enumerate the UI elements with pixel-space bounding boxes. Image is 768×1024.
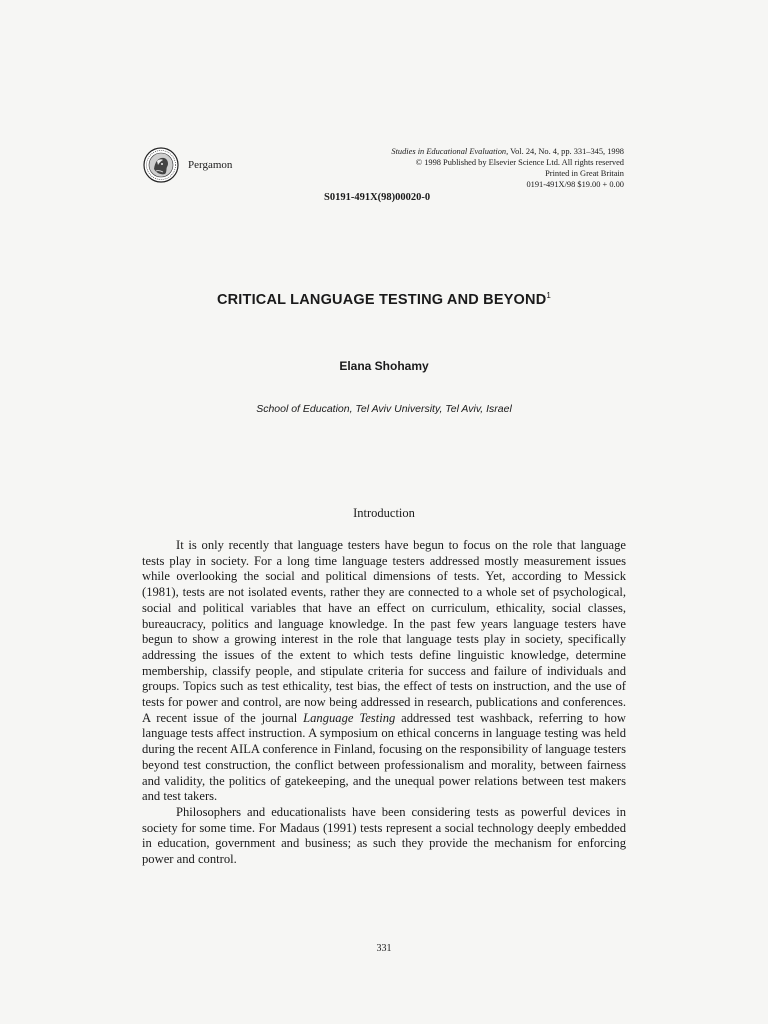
title-footnote-marker: 1 xyxy=(546,291,552,300)
author-affiliation: School of Education, Tel Aviv University, Tel Aviv, Israel xyxy=(256,403,512,415)
paragraph-1-text-a: It is only recently that language testers have begun to focus on the role that language tests play in society. For a long time language testers addressed mostly measurement issues while overlooking the social and political dimensions of tests. Yet, according to Messick (1981), tests are not isolated events, rather they are connected to a whole set of psychological, social and political variables that have an effect on curriculum, ethicality, social classes, bureaucracy, politics and language knowledge. In the past few years language testers have begun to show a growing interest in the role that language tests play in society, specifically addressing the issues of the extent to which tests define linguistic knowledge, determine membership, classify people, and stipulate criteria for success and failure of individuals and groups. Topics such as test ethicality, test bias, the effect of tests on instruction, and the use of tests for power and control, are now being addressed in research, publications and conferences. A recent issue of the journal xyxy=(142,538,626,725)
journal-citation-line xyxy=(391,146,624,157)
journal-reference: Language Testing xyxy=(303,710,396,725)
price-line: 0191-491X/98 $19.00 + 0.00 xyxy=(526,180,624,189)
printed-line: Printed in Great Britain xyxy=(545,169,624,178)
publisher-name: Pergamon xyxy=(188,159,233,171)
journal-info xyxy=(391,146,624,190)
section-heading: Introduction xyxy=(353,506,415,520)
page-number: 331 xyxy=(376,943,392,954)
article-title-text: CRITICAL LANGUAGE TESTING AND BEYOND xyxy=(216,291,547,308)
copyright-line: © 1998 Published by Elsevier Science Ltd. All rights reserved xyxy=(415,158,624,167)
article-title xyxy=(0,291,768,308)
paragraph-1-text-b: addressed test washback, referring to how language tests affect instruction. A symposium on ethical concerns in language testing was held during the recent AILA conference in Finland, focusing on the responsibility of language testers beyond test construction, the conflict between professionalism and morality, between fairness and validity, the politics of gatekeeping, and the unequal power relations between test makers and test takers. xyxy=(142,710,626,804)
pergamon-logo-icon xyxy=(143,147,179,183)
body-text xyxy=(142,538,626,868)
author-name: Elana Shohamy xyxy=(339,359,429,373)
article-identifier: S0191-491X(98)00020-0 xyxy=(324,192,431,203)
paragraph-2: Philosophers and educationalists have been considering tests as powerful devices in society for some time. For Madaus (1991) tests represent a social technology deeply embedded in education, government and business; as such they provide the mechanism for enforcing power and control. xyxy=(142,804,626,867)
journal-name: Studies in Educational Evaluation, xyxy=(391,147,509,156)
paragraph-1 xyxy=(142,538,626,805)
journal-volume: Vol. 24, No. 4, pp. 331–345, 1998 xyxy=(510,147,624,156)
